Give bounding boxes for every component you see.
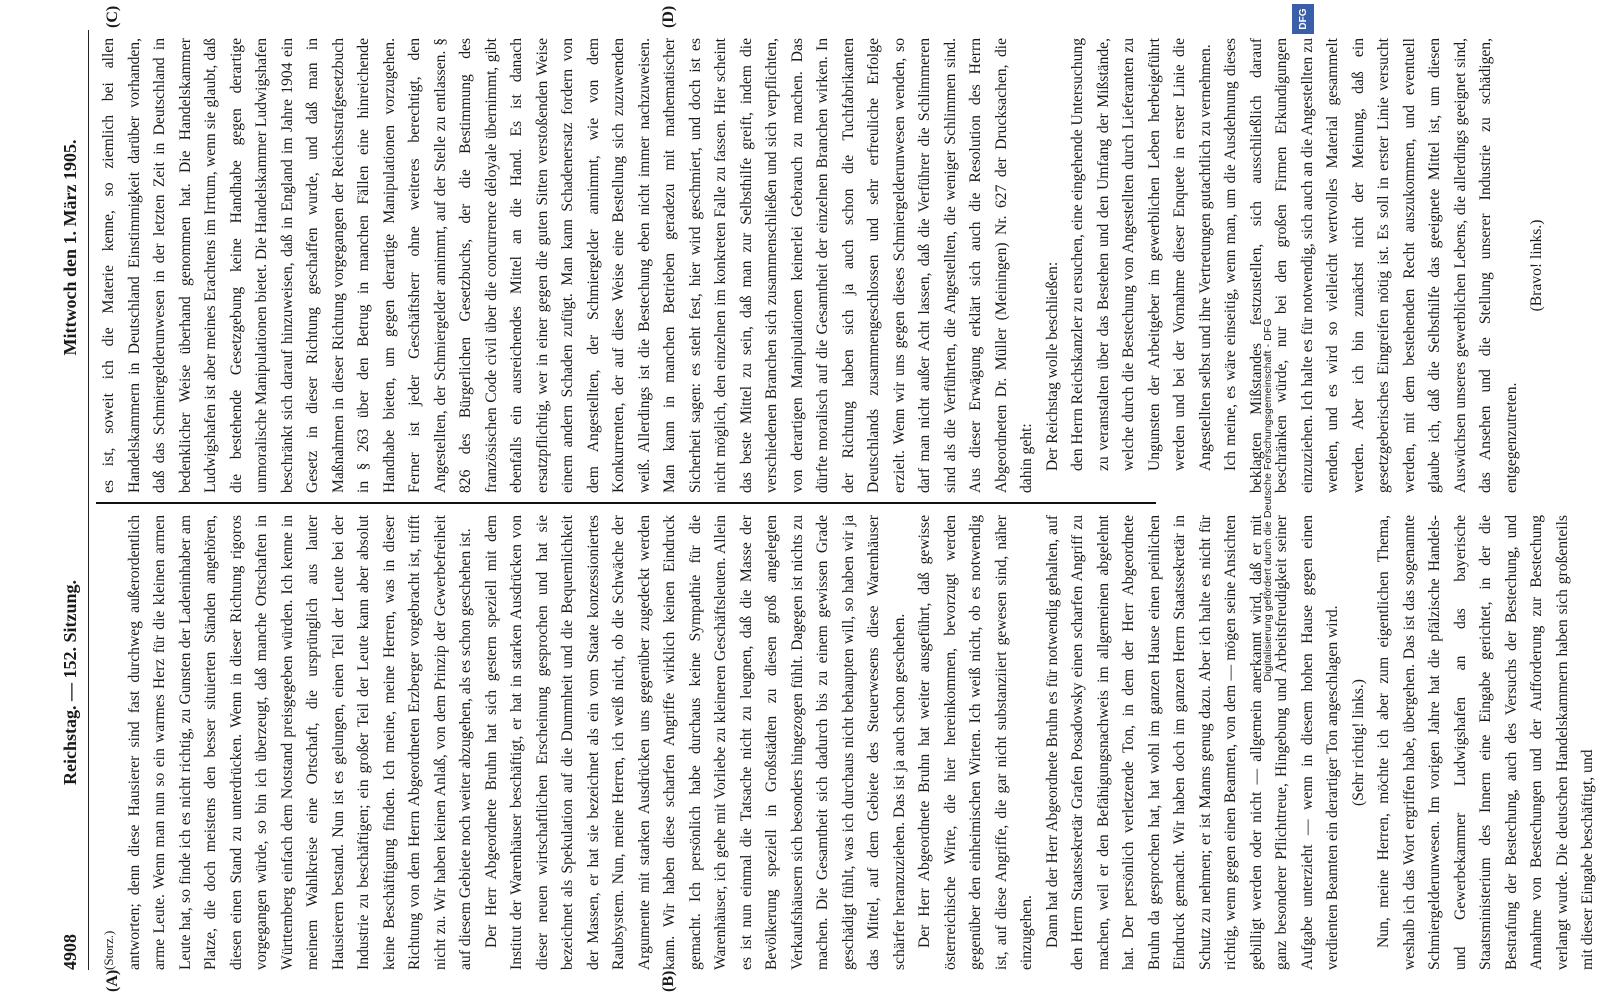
digitization-credit: Digitalisierung gefördert durch die Deutsche Forschungsgemeinschaft - DFG	[1262, 318, 1274, 682]
applause-note: (Sehr richtig! links.)	[1349, 679, 1367, 806]
column-divider	[96, 502, 1156, 504]
applause-note: (Bravo! links.)	[1528, 219, 1545, 312]
margin-mark-b: (B)	[660, 970, 677, 992]
session-title: Reichstag. — 152. Sitzung.	[59, 580, 80, 786]
paragraph: Ich meine, es wäre einseitig, wenn man, um die Ausdehnung dieses beklagten Mißstandes festzustellen, sich ausschließlich darauf beschränken würde, nur bei den großen Firmen Erkundigungen einzuziehen. Ich halte es für notwendig, sich auch an die Angestellten zu wenden, und es wird so vielleicht wertvolles Material gesammelt werden. Aber ich bin zunächst nicht der Meinung, daß ein gesetzgeberisches Eingreifen nötig ist. Es soll in erster Linie versucht werden, mit dem bestehenden Recht auszukommen, und eventuell glaube ich, daß die Selbsthilfe das geeignete Mittel ist, um diesen Auswüchsen unseres gewerblichen Lebens, die allerdings geeignet sind, das Ansehen und die Stellung unserer Industrie zu schädigen, entgegenzutreten.	[1222, 38, 1520, 493]
margin-mark-d: (D)	[660, 5, 677, 28]
paragraph: Der Herr Abgeordnete Bruhn hat weiter ausgeführt, daß gewisse österreichische Wirte, die hier hereinkommen, bevorzugt werden gegenüber den einheimischen Wirten. Ich weiß nicht, ob es notwendig ist, auf diese Angriffe, die gar nicht substanziiert gewesen sind, näher einzugehen.	[916, 515, 1035, 970]
paragraph: Nun, meine Herren, möchte ich aber zum eigentlichen Thema, weshalb ich das Wort ergriffen habe, übergehen. Das ist das sogenannte Schmiergelderunwesen. Im vorigen Jahre hat die pfälzische Handels- und Gewerbekammer Ludwigshafen an das bayerische Staatsministerium des Innern eine Eingabe gerichtet, in der die Bestrafung der Bestechung, auch des Versuchs der Bestechung, und Annahme von Bestechungen und der Aufforderung zur Bestechung verlangt wurde. Die deutschen Handelskammern haben sich großenteils mit dieser Eingabe beschäftigt, und	[1375, 515, 1596, 970]
margin-mark-a: (A)	[104, 969, 121, 992]
paragraph: Der Herr Abgeordnete Bruhn hat sich gestern speziell mit dem Institut der Warenhäuser beschäftigt, er hat in starken Ausdrücken von dieser neuen wirtschaftlichen Erscheinung gesprochen und hat sie bezeichnet als Spekulation auf die Dummheit und die Bequemlichkeit der Massen, er hat sie bezeichnet als ein vom Staate konzessioniertes Raubsystem. Nun, meine Herren, ich weiß nicht, ob die Schwäche der Argumente mit starken Ausdrücken uns gegenüber zugedeckt werden kann. Wir haben diese scharfen Angriffe wirklich keinen Eindruck gemacht. Ich persönlich habe durchaus keine Sympathie für die Warenhäuser, ich gehe mit Vorliebe zu kleineren Geschäftsleuten. Allein es ist nun einmal die Tatsache nicht zu leugnen, daß die Masse der Bevölkerung speziell in Großstädten zu diesen groß angelegten Verkaufshäusern sich besonders hingezogen fühlt. Dagegen ist nichts zu machen. Die Gesamtheit sich dadurch bis zu einem gewissen Grade geschädigt fühlt, was ich durchaus nicht behaupten will, so haben wir ja das Mittel, auf dem Gebiete des Steuerwesens diese Warenhäuser schärfer heranzuziehen. Das ist ja auch schon geschehen.	[482, 515, 908, 970]
speaker-tag: (Storz.)	[101, 930, 116, 970]
paragraph: Dann hat der Herr Abgeordnete Bruhn es für notwendig gehalten, auf den Herrn Staatssekretär Grafen Posadowsky einen scharfen Angriff zu machen, weil er den Befähigungsnachweis im allgemeinen abgelehnt hat. Der persönlich verletzende Ton, in dem der Herr Abgeordnete Bruhn da gesprochen hat, hat wohl im ganzen Hause einen peinlichen Eindruck gemacht. Wir haben doch im ganzen Herrn Staatssekretär in Schutz zu nehmen; er ist Manns genug dazu. Aber ich halte es nicht für richtig, wenn gegen einen Beamten, von dem — mögen seine Ansichten gebilligt werden oder nicht — allgemein anerkannt wird, daß er mit ganz besonderer Pflichttreue, Hingebung und Arbeitsfreudigkeit seiner Aufgabe unterzieht — wenn in diesem hohen Hause gegen einen verdienten Beamten ein derartiger Ton angeschlagen wird.	[1043, 515, 1341, 970]
page-number: 4908	[59, 934, 80, 970]
paragraph: es ist, soweit ich die Materie kenne, so ziemlich bei allen Handelskammern in Deutschland Einstimmigkeit darüber vorhanden, daß das Schmiergelderunwesen in der letzten Zeit in Deutschland in bedenklicher Weise überhand genommen hat. Die Handelskammer Ludwigshafen ist aber meines Erachtens im Irrtum, wenn sie glaubt, daß die bestehende Gesetzgebung keine Handhabe gegen derartige unmoralische Manipulationen bietet. Die Handelskammer Ludwigshafen beschränkt sich darauf hinzuweisen, daß in England im Jahre 1904 ein Gesetz in dieser Richtung geschaffen wurde, und daß man in Maßnahmen in dieser Richtung vorgegangen der Reichsstrafgesetzbuch in § 263 über den Betrug in manchen Fällen eine hinreichende Handhabe bieten, um gegen derartige Manipulationen vorzugehen. Ferner ist jeder Geschäftsherr ohne weiteres berechtigt, den Angestellten, der Schmiergelder annimmt, auf der Stelle zu entlassen. § 826 des Bürgerlichen Gesetzbuchs, der die Bestimmung des französischen Code civil über die concurrence déloyale übernimmt, gibt ebenfalls ein ausreichendes Mittel an die Hand. Es ist danach ersatzpflichtig, wer in einer gegen die guten Sitten verstoßenden Weise einem andern Schaden zufügt. Man kann Schadenersatz fordern von dem Angestellten, der Schmiergelder annimmt, wie von dem Konkurrenten, der auf diese Weise eine Bestellung sich zuzuwenden weiß. Allerdings ist die Bestechung eben nicht immer nachzuweisen. Man kann in manchen Betrieben geradezu mit mathematischer Sicherheit sagen: es steht fest, hier wird geschmiert, und doch ist es nicht möglich, den einzelnen im konkreten Falle zu fassen. Hier scheint das beste Mittel zu sein, daß man zur Selbsthilfe greift, indem die verschiedenen Branchen sich zusammenschließen und sich verpflichten, von derartigen Manipulationen keinerlei Gebrauch zu machen. Das dürfte moralisch auf die Gesamtheit der einzelnen Branchen wirken. In der Richtung haben sich ja auch schon die Tuchfabrikanten Deutschlands zusammengeschlossen und sehr erfreuliche Erfolge erzielt. Wenn wir uns gegen dieses Schmiergelderunwesen wenden, so darf man nicht außer Acht lassen, daß die Verführer die Schlimmeren sind als die Verführten, die Angestellten, die weniger Schlimmen sind. Aus dieser Erwägung erklärt sich auch die Resolution des Herrn Abgeordneten Dr. Müller (Meiningen) Nr. 627 der Drucksachen, die dahin geht:	[100, 38, 1035, 493]
paragraph: antworten; denn diese Hausierer sind fast durchweg außerordentlich arme Leute. Wenn man nun so ein warmes Herz für die kleinen armen Leute hat, so finde ich es nicht richtig, zu Gunsten der Ladeninhaber am Platze, die doch meistens den besser situierten Ständen angehören, diesen einen Stand zu unterdrücken. Wenn in dieser Richtung rigoros vorgegangen würde, so bin ich überzeugt, daß manche Ortschaften in Württemberg einfach dem Notstand preisgegeben würden. Ich kenne in meinem Wahlkreise eine Ortschaft, die ursprünglich aus lauter Hausierern bestand. Nun ist es gelungen, einen Teil der Leute bei der Industrie zu beschäftigen; ein großer Teil der Leute kann aber absolut keine Beschäftigung finden. Ich meine, meine Herren, was in dieser Richtung von dem Herrn Abgeordneten Erzberger vorgebracht ist, trifft nicht zu. Wir haben keinen Anlaß, von dem Prinzip der Gewerbefreiheit auf diesem Gebiete noch weiter abzugehen, als es schon geschehen ist.	[125, 515, 474, 970]
session-date: Mittwoch den 1. März 1905.	[59, 139, 80, 356]
resolution-intro: Der Reichstag wolle beschließen:	[1043, 261, 1061, 471]
page-header	[52, 30, 89, 970]
margin-mark-c: (C)	[104, 5, 121, 28]
right-column	[96, 38, 1545, 493]
left-column	[96, 515, 1596, 970]
dfg-logo: DFG	[1292, 4, 1314, 34]
resolution-text: den Herrn Reichskanzler zu ersuchen, eine eingehende Untersuchung zu veranstalten über das Bestehen und den Umfang der Mißstände, welche durch die Bestechung von Angestellten durch Lieferanten zu Ungunsten der Arbeitgeber im gewerblichen Leben herbeigeführt werden und bei der Vornahme dieser Enquete in erster Linie die Angestellten selbst und ihre Vertretungen gutachtlich zu vernehmen.	[1069, 38, 1214, 471]
